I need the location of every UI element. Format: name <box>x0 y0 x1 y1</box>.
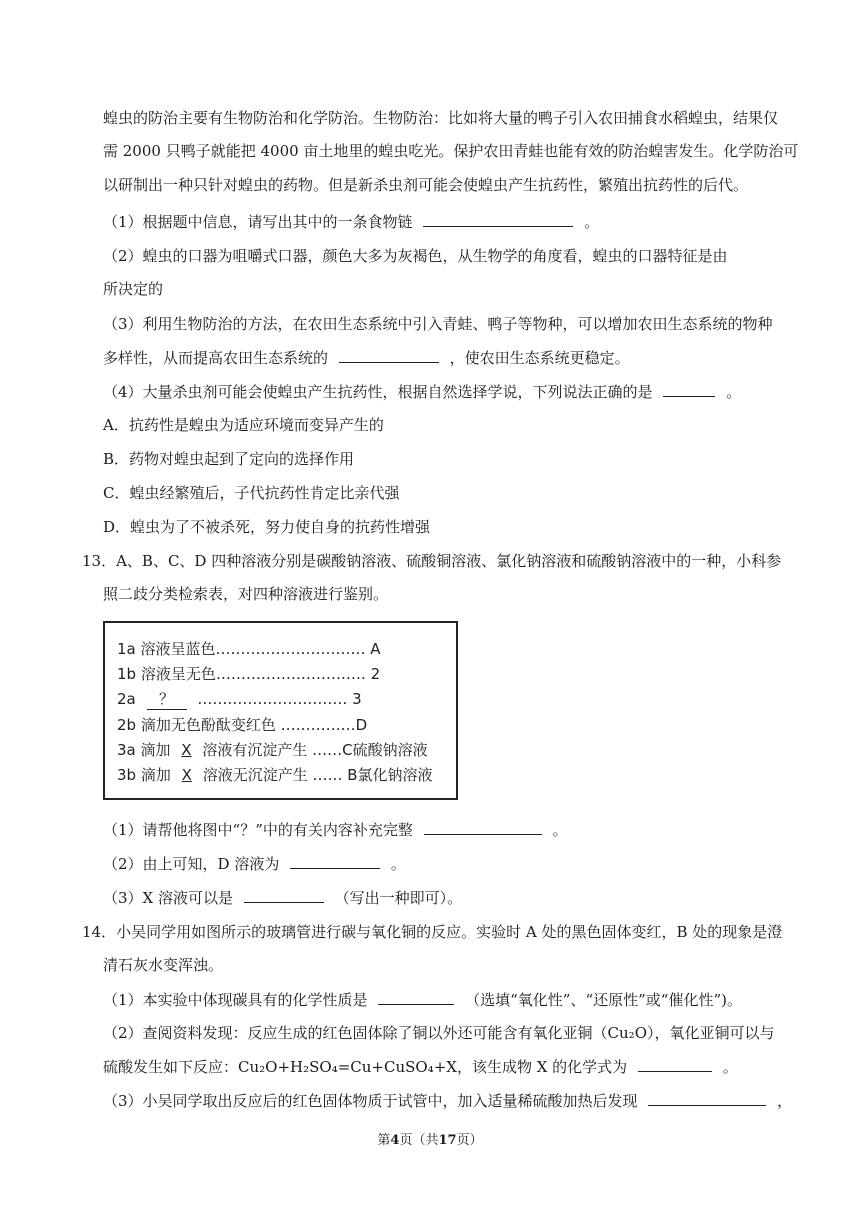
answer-blank[interactable] <box>424 820 542 835</box>
footer-pre: 第 <box>377 1133 391 1148</box>
q13-stem-line-1: 13．A、B、C、D 四种溶液分别是碳酸钠溶液、硫酸铜溶液、氯化钠溶液和硫酸钠溶液中的一种，小科参 <box>82 552 782 570</box>
q14-sub-2-text: 硫酸发生如下反应：Cu₂O+H₂SO₄=Cu+CuSO₄+X，该生成物 X 的化学式为 <box>103 1058 628 1076</box>
q13-sub-3 <box>103 888 462 908</box>
q12-option-b: B．药物对蝗虫起到了定向的选择作用 <box>103 450 355 468</box>
q12-sub-3-text: 多样性，从而提高农田生态系统的 <box>103 349 329 367</box>
answer-blank[interactable] <box>638 1057 712 1072</box>
key-row-1b: 1b 溶液呈无色………………………… 2 <box>117 665 381 683</box>
q13-sub-2-end: 。 <box>390 855 406 873</box>
answer-blank[interactable] <box>339 348 439 363</box>
key-row-3a-text: 溶液有沉淀产生 ……C硫酸钠溶液 <box>202 741 428 759</box>
q12-intro-line-3: 以研制出一种只针对蝗虫的药物。但是新杀虫剂可能会使蝗虫产生抗药性，繁殖出抗药性的后代。 <box>103 176 749 194</box>
q13-sub-2 <box>103 854 406 874</box>
q14-sub-2-line-2 <box>103 1057 738 1077</box>
key-row-2a <box>117 689 362 710</box>
q14-sub-3-end: ， <box>777 1092 793 1110</box>
dichotomous-key-figure <box>103 621 458 800</box>
q12-sub-1-end: 。 <box>584 213 600 231</box>
answer-blank[interactable] <box>378 990 454 1005</box>
footer-mid: 页（共 <box>399 1133 439 1148</box>
q14-sub-1 <box>103 990 742 1010</box>
q12-intro-line-1: 蝗虫的防治主要有生物防治和化学防治。生物防治：比如将大量的鸭子引入农田捕食水稻蝗虫，结果仅 <box>103 109 779 127</box>
q13-sub-3-end: （写出一种即可）。 <box>334 889 463 907</box>
q12-option-d: D．蝗虫为了不被杀死，努力使自身的抗药性增强 <box>103 518 431 536</box>
q14-sub-3-text: （3）小吴同学取出反应后的红色固体物质于试管中，加入适量稀硫酸加热后发现 <box>103 1092 638 1110</box>
q12-sub-1 <box>103 212 599 232</box>
answer-blank[interactable] <box>244 888 324 903</box>
answer-blank[interactable] <box>290 854 380 869</box>
q13-sub-1-end: 。 <box>552 821 568 839</box>
q12-sub-2-line-1: （2）蝗虫的口器为咀嚼式口器，颜色大多为灰褐色，从生物学的角度看，蝗虫的口器特征是由 <box>103 247 728 265</box>
q12-sub-4-text: （4）大量杀虫剂可能会使蝗虫产生抗药性，根据自然选择学说，下列说法正确的是 <box>103 383 653 401</box>
q12-sub-2-line-2: 所决定的 <box>103 280 164 298</box>
q12-sub-1-text: （1）根据题中信息，请写出其中的一条食物链 <box>103 213 413 231</box>
key-row-2a-label: 2a <box>117 690 136 708</box>
q14-sub-1-text: （1）本实验中体现碳具有的化学性质是 <box>103 991 368 1009</box>
q12-option-a: A．抗药性是蝗虫为适应环境而变异产生的 <box>103 416 384 434</box>
key-row-3b-text: 溶液无沉淀产生 …… B氯化钠溶液 <box>202 766 433 784</box>
q13-sub-3-text: （3）X 溶液可以是 <box>103 889 233 907</box>
q12-sub-3-line-2 <box>103 348 630 368</box>
footer-page-number: 4 <box>390 1133 400 1148</box>
answer-blank[interactable] <box>663 382 715 397</box>
key-row-2b: 2b 滴加无色酚酞变红色 ……………D <box>117 716 368 734</box>
q12-option-c: C．蝗虫经繁殖后，子代抗药性肯定比亲代强 <box>103 484 400 502</box>
q14-sub-1-end: （选填“氧化性”、“还原性”或“催化性”)。 <box>465 991 742 1009</box>
answer-blank[interactable] <box>648 1091 766 1106</box>
q13-stem-line-2: 照二歧分类检索表，对四种溶液进行鉴别。 <box>103 585 389 603</box>
answer-blank[interactable] <box>423 212 573 227</box>
key-question-mark: ？ <box>147 689 187 710</box>
q13-sub-2-text: （2）由上可知，D 溶液为 <box>103 855 280 873</box>
footer-total-pages: 17 <box>438 1133 457 1148</box>
q12-sub-4 <box>103 382 741 402</box>
q14-stem-line-1: 14．小吴同学用如图所示的玻璃管进行碳与氧化铜的反应。实验时 A 处的黑色固体变红，B 处的现象是澄 <box>82 923 783 941</box>
q14-sub-2-line-1: （2）查阅资料发现：反应生成的红色固体除了铜以外还可能含有氧化亚铜（Cu₂O），氧化亚铜可以与 <box>103 1024 775 1042</box>
key-row-3b-x: X <box>181 766 192 784</box>
q12-sub-3-line-1: （3）利用生物防治的方法，在农田生态系统中引入青蛙、鸭子等物种，可以增加农田生态系统的物种 <box>103 315 773 333</box>
q12-sub-3-end: ，使农田生态系统更稳定。 <box>449 349 630 367</box>
key-row-3b <box>117 765 433 785</box>
q14-sub-3 <box>103 1091 792 1111</box>
key-row-3b-label: 3b 滴加 <box>117 766 171 784</box>
q12-intro-line-2: 需 2000 只鸭子就能把 4000 亩土地里的蝗虫吃光。保护农田青蛙也能有效的防治蝗害发生。化学防治可 <box>103 142 799 160</box>
key-row-3a-x: X <box>181 741 192 759</box>
key-row-1a: 1a 溶液呈蓝色………………………… A <box>117 640 381 658</box>
q13-sub-1 <box>103 820 567 840</box>
page-footer <box>0 1129 860 1148</box>
q13-sub-1-text: （1）请帮他将图中“？”中的有关内容补充完整 <box>103 821 413 839</box>
q14-sub-2-end: 。 <box>722 1058 738 1076</box>
footer-post: 页） <box>456 1133 483 1148</box>
q14-stem-line-2: 清石灰水变浑浊。 <box>103 956 224 974</box>
q12-sub-4-end: 。 <box>726 383 742 401</box>
key-row-3a <box>117 740 428 760</box>
key-row-3a-label: 3a 滴加 <box>117 741 171 759</box>
key-row-2a-dots: ………………………… 3 <box>197 690 362 708</box>
